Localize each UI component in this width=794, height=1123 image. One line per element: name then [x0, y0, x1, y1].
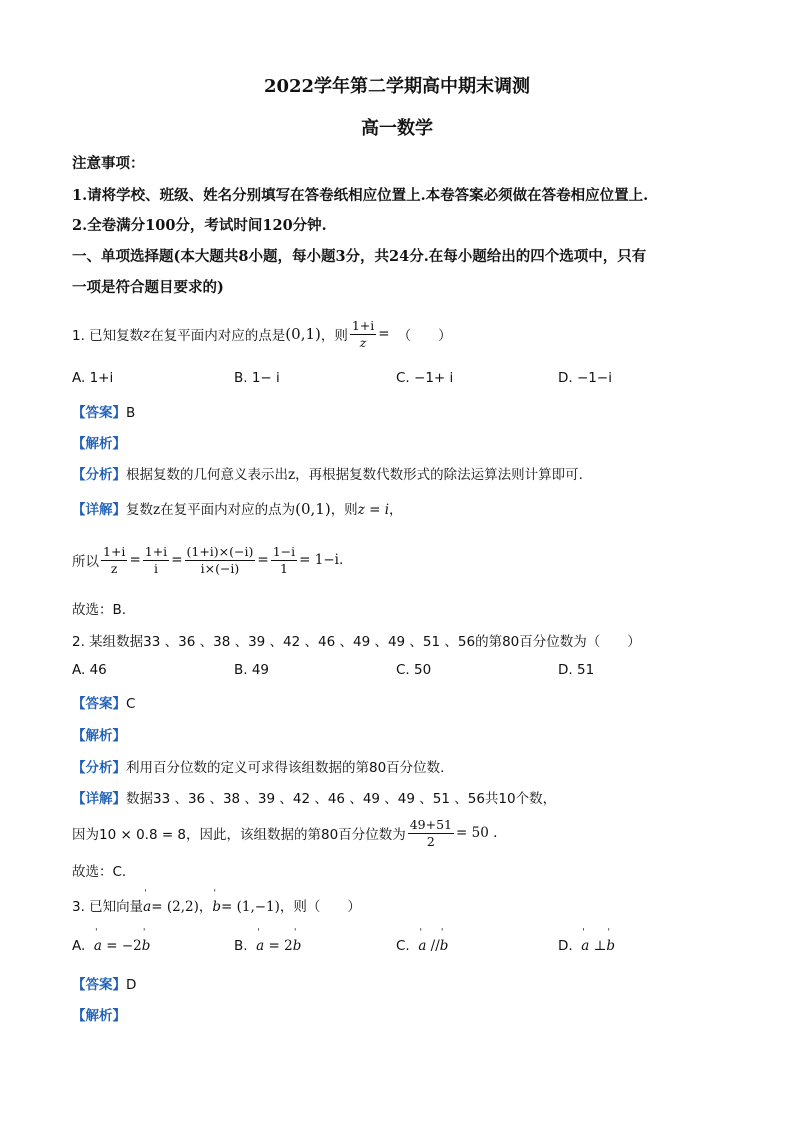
q2-option-b: B. 49 [234, 662, 270, 678]
q2-detail: 【详解】数据33 、36 、38 、39 、42 、46 、49 、49 、51 、56共10个数， [72, 791, 557, 807]
notice-item-1: 1.请将学校、班级、姓名分别填写在答卷纸相应位置上.本卷答案必须做在答卷相应位置上. [72, 187, 649, 204]
section-heading-line2: 一项是符合题目要求的) [72, 279, 224, 296]
q1-option-c: C. −1+ i [396, 370, 454, 386]
point-coord: (0,1) [285, 325, 321, 343]
q2-fenxi: 【分析】利用百分位数的定义可求得该组数据的第80百分位数. [72, 760, 445, 776]
section-heading-line1: 一、单项选择题(本大题共8小题，每小题3分，共24分.在每小题给出的四个选项中，只有 [72, 248, 647, 265]
q1-option-b: B. 1− i [234, 370, 280, 386]
exam-subtitle: 高一数学 [361, 118, 433, 139]
q2-answer: 【答案】C [72, 696, 136, 712]
q3-option-b: B. ˈ a = 2ˈ b [234, 938, 301, 954]
question-3-stem: 3. 已知向量ˈ a= (2,2)，ˈ b= (1,−1)，则（ ） [72, 895, 361, 915]
q1-conclusion: 故选：B. [72, 602, 127, 618]
q1-option-a: A. 1+i [72, 370, 114, 386]
question-2-stem: 2. 某组数据33 、36 、38 、39 、42 、46 、49 、49 、51 、56的第80百分位数为（ ） [72, 634, 641, 650]
vector-b: ˈ b [212, 899, 221, 915]
q1-fraction: $\frac{1+i}{z}$ [351, 317, 375, 350]
vector-a: ˈ a [143, 899, 151, 915]
q2-option-a: A. 46 [72, 662, 107, 678]
q2-calculation: 因为10 × 0.8 = 8，因此，该组数据的第80百分位数为 $\frac{49+51}{2}$ = 50 . [72, 816, 498, 849]
q3-answer: 【答案】D [72, 977, 137, 993]
q2-conclusion: 故选：C. [72, 864, 127, 880]
q2-option-c: C. 50 [396, 662, 432, 678]
q3-analysis-label: 【解析】 [72, 1008, 126, 1024]
q2-analysis-label: 【解析】 [72, 728, 126, 744]
q1-calculation: 所以 $\frac{1+i}{z}$ = $\frac{1+i}{i}$ = $\frac{(1+i)\times(-i)}{i\times(-i)}$ = $\frac{1-i}{1}$ = 1−i . [72, 543, 344, 576]
notice-heading: 注意事项： [72, 155, 145, 172]
q1-analysis-label: 【解析】 [72, 436, 126, 452]
q2-option-d: D. 51 [558, 662, 595, 678]
var-z: z [143, 326, 151, 342]
q1-detail: 【详解】复数z在复平面内对应的点为(0,1)，则z = i， [72, 500, 403, 518]
exam-title: 2022学年第二学期高中期末调测 [263, 76, 531, 97]
notice-item-2: 2.全卷满分100分，考试时间120分钟. [72, 217, 327, 234]
q3-option-c: C. ˈ a //ˈ b [396, 938, 448, 954]
question-1-stem: 1. 已知复数 z 在复平面内对应的点是 (0,1) ，则 $\frac{1+i}{z}$ = （ ） [72, 317, 452, 350]
q3-option-d: D. ˈ a ⊥ˈ b [558, 938, 615, 954]
q3-option-a: A. ˈ a = −2ˈ b [72, 938, 150, 954]
q1-fenxi: 【分析】根据复数的几何意义表示出z，再根据复数代数形式的除法运算法则计算即可. [72, 467, 583, 483]
q1-answer: 【答案】B [72, 405, 136, 421]
q1-option-d: D. −1−i [558, 370, 612, 386]
